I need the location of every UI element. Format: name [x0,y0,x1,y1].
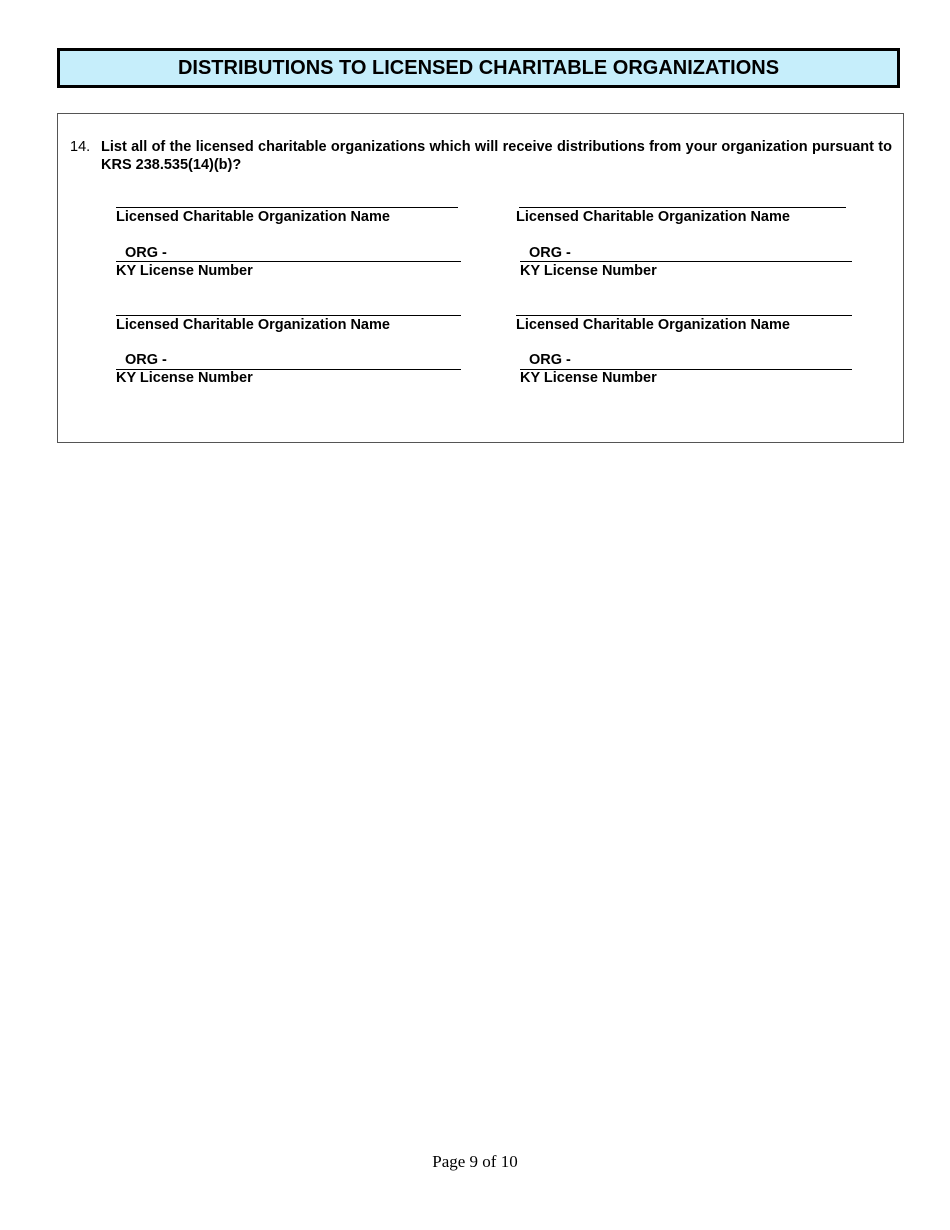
org-name-label-3: Licensed Charitable Organization Name [116,317,390,333]
license-label-1: KY License Number [116,263,253,279]
license-number-field-1[interactable] [116,261,461,262]
org-prefix-1: ORG - [125,245,167,261]
question-14 [70,138,892,174]
section-title [57,48,900,88]
question-number: 14. [70,139,91,155]
org-name-label-1: Licensed Charitable Organization Name [116,209,390,225]
org-name-label-4: Licensed Charitable Organization Name [516,317,790,333]
org-prefix-4: ORG - [529,352,571,368]
org-name-field-3[interactable] [116,315,461,316]
license-label-2: KY License Number [520,263,657,279]
org-name-label-2: Licensed Charitable Organization Name [516,209,790,225]
org-name-field-4[interactable] [516,315,852,316]
org-name-field-2[interactable] [519,207,846,208]
license-number-field-2[interactable] [520,261,852,262]
org-prefix-2: ORG - [529,245,571,261]
page-number: Page 9 of 10 [432,1152,518,1171]
question-text: List all of the licensed charitable organizations which will receive distributions from your organization pursuant to KRS 238.535(14)(b)? [101,139,892,173]
org-prefix-3: ORG - [125,352,167,368]
license-label-3: KY License Number [116,370,253,386]
license-label-4: KY License Number [520,370,657,386]
org-name-field-1[interactable] [116,207,458,208]
section-title-text: DISTRIBUTIONS TO LICENSED CHARITABLE ORGANIZATIONS [177,56,780,79]
